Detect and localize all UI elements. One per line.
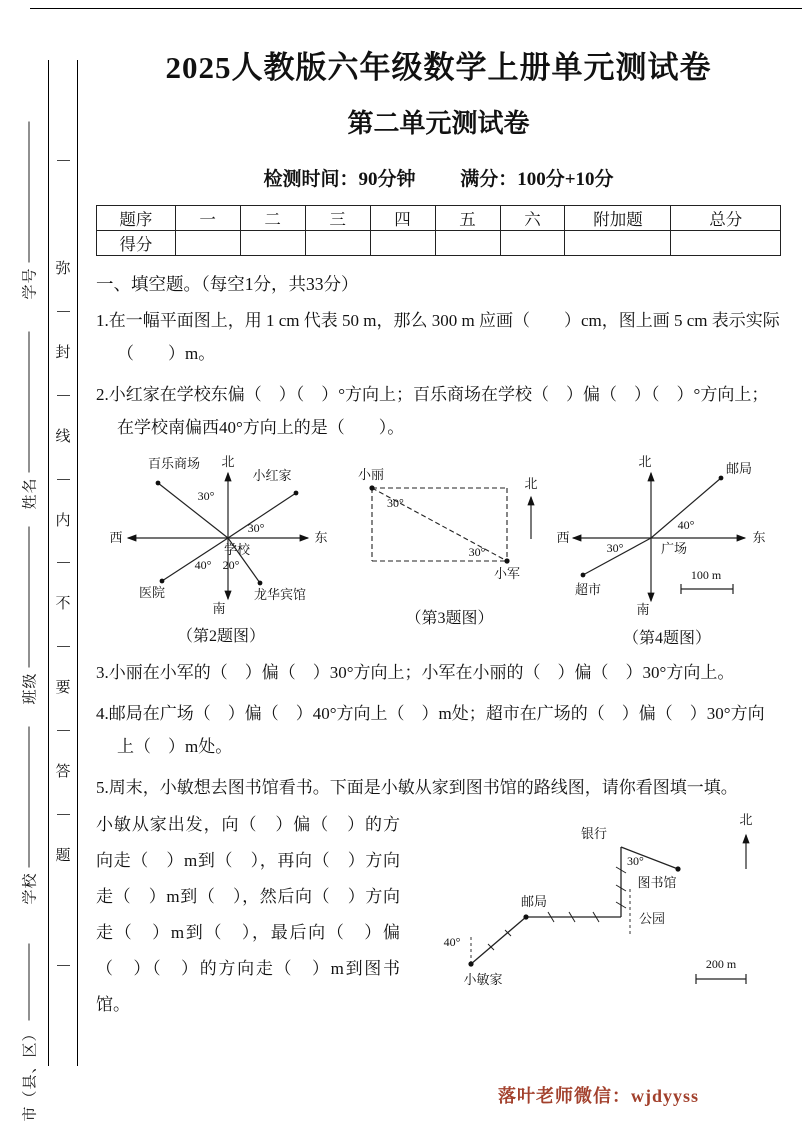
seal-dash xyxy=(57,278,70,345)
score-table-col-header: 五 xyxy=(435,206,500,231)
score-table-col-header: 题序 xyxy=(97,206,176,231)
home-label: 小红家 xyxy=(252,467,292,483)
score-table-col-header: 四 xyxy=(370,206,435,231)
scale-label: 100 m xyxy=(690,567,722,582)
hotel-angle: 20° xyxy=(222,557,240,572)
question-1: 1.在一幅平面图上，用 1 cm 代表 50 m，那么 300 m 应画（ ）cm，图上画 5 cm 表示实际（ ）m。 xyxy=(96,311,780,363)
score-table-col-header: 二 xyxy=(240,206,305,231)
market-label: 超市 xyxy=(574,581,602,597)
question-3: 3.小丽在小军的（ ）偏（ ）30°方向上；小军在小丽的（ ）偏（ ）30°方向上。 xyxy=(96,662,735,682)
q4-diagram-figure xyxy=(553,453,781,648)
hotel-label: 龙华宾馆 xyxy=(253,586,307,602)
question-5-intro: 5.周末，小敏想去图书馆看书。下面是小敏从家到图书馆的路线图，请你看图填一填。 xyxy=(96,778,738,798)
hospital-label: 医院 xyxy=(138,584,166,600)
scale-bar xyxy=(681,584,733,594)
north-label: 北 xyxy=(638,453,652,469)
score-cell-empty xyxy=(175,231,240,256)
seal-dash xyxy=(57,530,70,597)
question-5-fill-text: 小敏从家出发，向（ ）偏（ ）的方向走（ ）m到（ ），再向（ ）方向走（ ）m到（ ），然后向（ ）方向走（ ）m到（ ），最后向（ ）偏（ ）（ ）的方向走（ ）m到图书馆。 xyxy=(96,815,400,1015)
score-cell-empty xyxy=(500,231,565,256)
seal-dash xyxy=(57,60,70,261)
xiaojun-angle: 30° xyxy=(468,544,486,559)
location-rays xyxy=(583,478,721,575)
score-table-col-header: 三 xyxy=(305,206,370,231)
east-label: 东 xyxy=(752,529,766,545)
q3-position-diagram xyxy=(347,453,552,603)
east-label: 东 xyxy=(314,529,328,545)
seal-line-strip xyxy=(48,60,78,1066)
question-5-body xyxy=(96,807,781,1023)
seal-dash xyxy=(57,613,70,680)
seal-char: 弥 xyxy=(55,260,71,277)
field-label: 学校 xyxy=(22,872,39,905)
score-cell-empty xyxy=(565,231,671,256)
seal-char: 封 xyxy=(55,344,71,361)
q2-direction-diagram xyxy=(96,453,346,621)
score-table-col-header: 附加题 xyxy=(565,206,671,231)
bank-angle: 30° xyxy=(627,854,644,868)
north-label: 北 xyxy=(739,812,753,827)
q2-diagram-caption: （第2题图） xyxy=(176,627,265,645)
xiaojun-label: 小军 xyxy=(493,565,521,581)
score-table-col-header: 一 xyxy=(175,206,240,231)
scale-label: 200 m xyxy=(705,957,737,971)
xiaoli-label: 小丽 xyxy=(357,466,385,482)
post-office-label: 邮局 xyxy=(725,460,753,476)
write-line xyxy=(29,122,30,263)
south-label: 南 xyxy=(212,600,226,616)
student-info-column xyxy=(10,60,48,1122)
seal-char: 答 xyxy=(55,764,71,781)
location-dots xyxy=(581,475,724,577)
post-angle: 40° xyxy=(677,517,695,532)
seal-dash xyxy=(57,446,70,513)
question-diagrams-row xyxy=(96,453,781,648)
seal-char: 题 xyxy=(55,848,71,865)
seal-dash xyxy=(57,865,70,1066)
top-rule-line xyxy=(30,8,802,9)
south-label: 南 xyxy=(636,601,650,617)
field-student-number xyxy=(19,122,40,300)
q5-route-diagram xyxy=(406,807,776,999)
section1-heading: 一、填空题。（每空1分，共33分） xyxy=(96,274,359,294)
field-label: 班级 xyxy=(22,672,39,705)
paper-title: 2025人教版六年级数学上册单元测试卷 xyxy=(165,50,712,85)
score-cell-empty xyxy=(435,231,500,256)
write-line xyxy=(29,332,30,473)
seal-dash xyxy=(57,362,70,429)
seal-char: 内 xyxy=(55,512,71,529)
score-table-col-header: 总分 xyxy=(671,206,781,231)
paper-body xyxy=(96,0,781,1023)
score-row-label: 得分 xyxy=(97,231,176,256)
home-angle: 40° xyxy=(443,935,461,949)
write-line xyxy=(29,944,30,1021)
score-cell-empty xyxy=(370,231,435,256)
route-hatch-ticks xyxy=(488,867,626,950)
west-label: 西 xyxy=(556,529,570,545)
field-label: 学号 xyxy=(22,267,39,300)
park-label: 公园 xyxy=(639,911,666,926)
seal-char: 线 xyxy=(55,428,71,445)
post-office-label: 邮局 xyxy=(520,894,548,909)
score-table-col-header: 六 xyxy=(500,206,565,231)
seal-char: 不 xyxy=(55,596,71,613)
field-name xyxy=(19,332,40,510)
score-cell-empty xyxy=(671,231,781,256)
q5-diagram-container xyxy=(406,807,781,1023)
question-2: 2.小红家在学校东偏（ ）（ ）°方向上；百乐商场在学校（ ）偏（ ）（ ）°方向上；在学校南偏西40°方向上的是（ ）。 xyxy=(96,385,769,437)
seal-dash xyxy=(57,781,70,848)
field-school xyxy=(19,727,40,905)
seal-margin xyxy=(10,60,78,1122)
plaza-label: 广场 xyxy=(660,540,688,556)
score-table-score-row xyxy=(97,231,781,256)
exam-score-info: 满分：100分+10分 xyxy=(460,169,614,190)
shop-label: 百乐商场 xyxy=(147,455,201,471)
question-4: 4.邮局在广场（ ）偏（ ）40°方向上（ ）m处；超市在广场的（ ）偏（ ）30°方向上（ ）m处。 xyxy=(96,704,765,756)
north-label: 北 xyxy=(524,475,538,491)
write-line xyxy=(29,727,30,868)
field-label: 姓名 xyxy=(22,477,39,510)
scale-bar xyxy=(696,974,746,984)
reference-dashed-lines xyxy=(471,889,630,964)
seal-dash xyxy=(57,697,70,764)
write-line xyxy=(29,527,30,668)
xiaoli-angle: 30° xyxy=(387,495,404,510)
exam-time-info: 检测时间：90分钟 xyxy=(263,169,416,190)
score-cell-empty xyxy=(305,231,370,256)
field-city xyxy=(19,944,40,1122)
market-angle: 30° xyxy=(606,540,624,555)
teacher-wechat-note: 落叶老师微信：wjdyyss xyxy=(498,1086,700,1106)
compass-axes xyxy=(128,473,308,599)
field-label: 市（县、区） xyxy=(22,1025,39,1122)
school-label: 学校 xyxy=(223,541,251,557)
unit-subtitle: 第二单元测试卷 xyxy=(347,109,530,138)
score-cell-empty xyxy=(240,231,305,256)
q4-direction-diagram xyxy=(553,453,781,623)
route-roads xyxy=(471,847,678,964)
seal-char: 要 xyxy=(55,680,71,697)
q3-diagram-figure xyxy=(347,453,552,628)
west-label: 西 xyxy=(109,529,123,545)
q2-diagram-figure xyxy=(96,453,346,646)
library-label: 图书馆 xyxy=(637,875,677,890)
score-table-header-row xyxy=(97,206,781,231)
shop-angle: 30° xyxy=(197,488,215,503)
hospital-angle: 40° xyxy=(194,557,212,572)
home-label: 小敏家 xyxy=(463,972,503,987)
bank-label: 银行 xyxy=(580,826,608,841)
q3-diagram-caption: （第3题图） xyxy=(405,609,494,627)
exam-info-line xyxy=(96,164,781,191)
north-label: 北 xyxy=(221,453,235,469)
q4-diagram-caption: （第4题图） xyxy=(622,629,711,647)
score-table xyxy=(96,205,781,256)
home-angle: 30° xyxy=(247,520,265,535)
field-class xyxy=(19,527,40,705)
